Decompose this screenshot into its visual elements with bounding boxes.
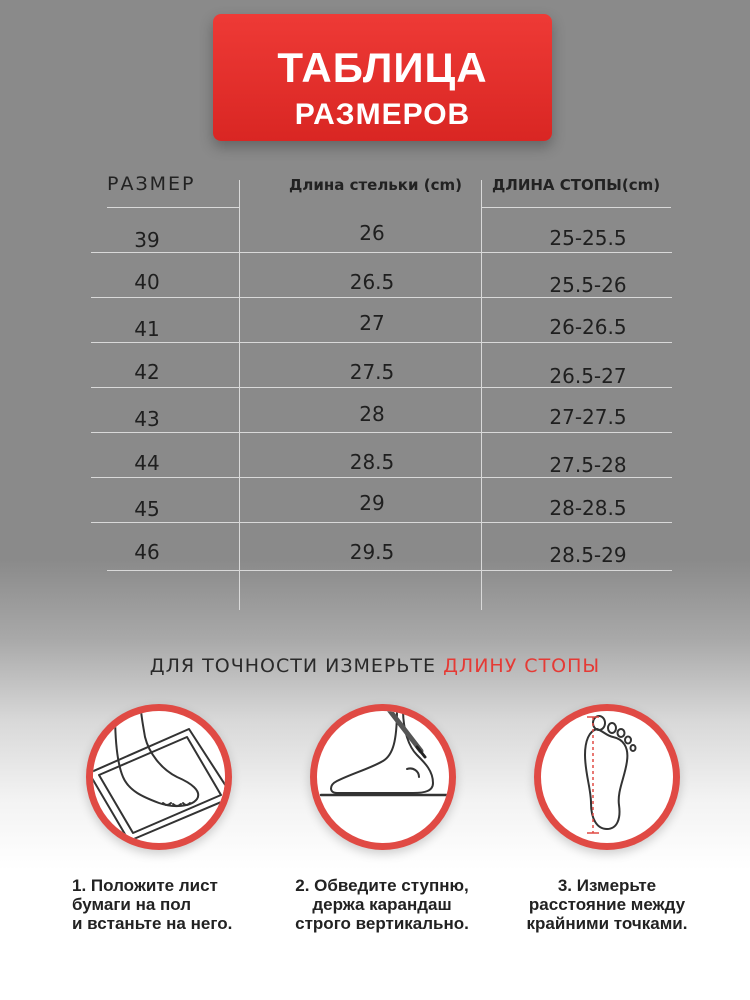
table-divider-horizontal (91, 252, 672, 253)
step-text-line: 1. Положите лист (72, 876, 218, 895)
table-cell-foot: 27.5-28 (549, 453, 627, 477)
header-size: РАЗМЕР (107, 173, 196, 195)
table-divider-horizontal (107, 207, 239, 208)
step-text-line: 3. Измерьте (557, 876, 657, 895)
table-divider-horizontal (91, 522, 672, 523)
step-text-line: держа карандаш (312, 895, 452, 914)
table-cell-insole: 27 (359, 311, 385, 335)
table-cell-size: 46 (134, 540, 160, 564)
title-banner (213, 14, 552, 141)
table-cell-foot: 25.5-26 (549, 273, 627, 297)
step-text-line: и встаньте на него. (72, 914, 233, 933)
step-text-line: строго вертикально. (295, 914, 469, 933)
step-text-line: крайними точками. (526, 914, 688, 933)
table-cell-size: 42 (134, 360, 160, 384)
step-1-caption (72, 876, 232, 933)
step-text-line: бумаги на пол (72, 895, 192, 914)
header-insole-length: Длина стельки (cm) (289, 176, 462, 194)
table-cell-foot: 26-26.5 (549, 315, 627, 339)
table-divider-horizontal (91, 432, 672, 433)
table-cell-size: 45 (134, 497, 160, 521)
table-cell-foot: 27-27.5 (549, 405, 627, 429)
table-cell-size: 44 (134, 451, 160, 475)
table-cell-size: 40 (134, 270, 160, 294)
table-cell-insole: 26.5 (349, 270, 395, 294)
table-cell-size: 41 (134, 317, 160, 341)
table-cell-foot: 28-28.5 (549, 496, 627, 520)
step-2-caption (282, 876, 482, 933)
instructions-title-accent: ДЛИНУ СТОПЫ (443, 655, 601, 677)
table-divider-horizontal (91, 477, 672, 478)
table-divider-horizontal (481, 207, 671, 208)
table-cell-insole: 29.5 (349, 540, 395, 564)
table-cell-foot: 28.5-29 (549, 543, 627, 567)
step-text-line: 2. Обведите ступню, (295, 876, 469, 895)
header-foot-length: ДЛИНА СТОПЫ(cm) (492, 176, 661, 194)
measure-footprint-icon (534, 704, 680, 850)
table-cell-size: 43 (134, 407, 160, 431)
banner-title-line1: ТАБЛИЦА (277, 44, 488, 91)
trace-foot-icon (310, 704, 456, 850)
banner-title-line2: РАЗМЕРОВ (294, 98, 471, 131)
table-cell-insole: 29 (359, 491, 385, 515)
instructions-title (0, 655, 750, 677)
step-text-line: расстояние между (528, 895, 686, 914)
table-divider-vertical (239, 180, 240, 610)
table-cell-insole: 28.5 (349, 450, 395, 474)
table-cell-insole: 26 (359, 221, 385, 245)
table-divider-horizontal (91, 342, 672, 343)
table-cell-size: 39 (134, 228, 160, 252)
table-divider-horizontal (107, 570, 672, 571)
instructions-title-prefix: ДЛЯ ТОЧНОСТИ ИЗМЕРЬТЕ (149, 655, 437, 677)
step-3-caption (512, 876, 702, 933)
table-divider-horizontal (91, 297, 672, 298)
table-cell-foot: 25-25.5 (549, 226, 627, 250)
foot-on-paper-icon (86, 704, 232, 850)
table-cell-insole: 28 (359, 402, 385, 426)
table-divider-vertical (481, 180, 482, 610)
table-cell-insole: 27.5 (349, 360, 395, 384)
table-cell-foot: 26.5-27 (549, 364, 627, 388)
